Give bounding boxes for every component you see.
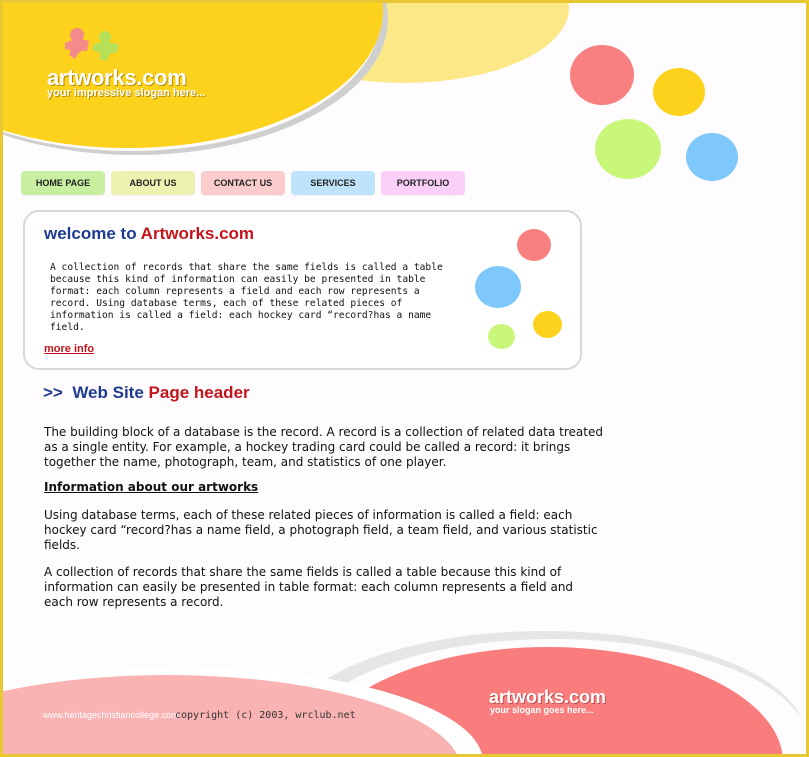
more-info-link[interactable]: more info	[44, 343, 95, 355]
paragraph-1: The building block of a database is the record. A record is a collection of related data treated as a single entity. For example, a hockey trading card could be called a record: it brings together the name, photograph, team, and statistics of one player.	[44, 425, 603, 469]
slogan: your impressive slogan here...	[47, 87, 206, 99]
paragraph-3: A collection of records that share the same fields is called a table because this kind of information can easily be presented in table format: each column represents a field and each row represents a record.	[44, 565, 574, 609]
nav-services[interactable]	[291, 171, 375, 195]
page-header	[43, 383, 250, 403]
nav-home[interactable]	[21, 171, 105, 195]
nav-contact-us[interactable]	[201, 171, 285, 195]
nav-portfolio-label: PORTFOLIO	[396, 178, 450, 188]
logo-text[interactable]: artworks.com	[47, 65, 187, 90]
welcome-title	[44, 224, 254, 244]
welcome-circle-green	[488, 324, 515, 349]
welcome-title-accent: Artworks.com	[140, 224, 255, 243]
info-subheading: Information about our artworks	[44, 480, 259, 494]
nav-home-label: HOME PAGE	[35, 178, 91, 188]
nav-portfolio[interactable]	[381, 171, 465, 195]
nav-contact-us-label: CONTACT US	[213, 178, 273, 188]
welcome-text: A collection of records that share the same fields is called a table because this kind of information can easily be presented in table format: each column represents a field and each row represents a record. Using database terms, each of these related pieces of information is called a field: each hockey card “record?has a name field.	[50, 262, 443, 333]
welcome-box	[23, 210, 582, 370]
page-header-red: Page header	[148, 383, 250, 402]
copyright-text: copyright (c) 2003, wrclub.net	[175, 710, 356, 721]
nav-about-us-label: ABOUT US	[129, 178, 177, 188]
welcome-circle-yellow	[533, 311, 562, 338]
decor-circle-red	[570, 45, 634, 105]
welcome-circle-red	[517, 229, 551, 261]
nav-services-label: SERVICES	[310, 178, 356, 188]
watermark-text: www.heritagechristiancollege.com	[43, 710, 179, 720]
decor-circle-yellow	[653, 68, 705, 116]
decor-circle-blue	[686, 133, 738, 181]
welcome-title-prefix: welcome to	[44, 224, 141, 243]
footer-slogan: your slogan goes here...	[490, 705, 594, 715]
welcome-circle-blue	[475, 266, 521, 308]
footer-logo-text: artworks.com	[489, 687, 607, 707]
nav-about-us[interactable]	[111, 171, 195, 195]
page-header-arrow: >>	[43, 383, 63, 402]
decor-circle-green	[595, 119, 661, 179]
logo-icon	[61, 25, 127, 65]
page-header-blue: Web Site	[72, 383, 144, 402]
paragraph-2: Using database terms, each of these related pieces of information is called a field: each hockey card “record?has a name field, a photograph field, a team field, and various statistic fields.	[44, 508, 598, 552]
